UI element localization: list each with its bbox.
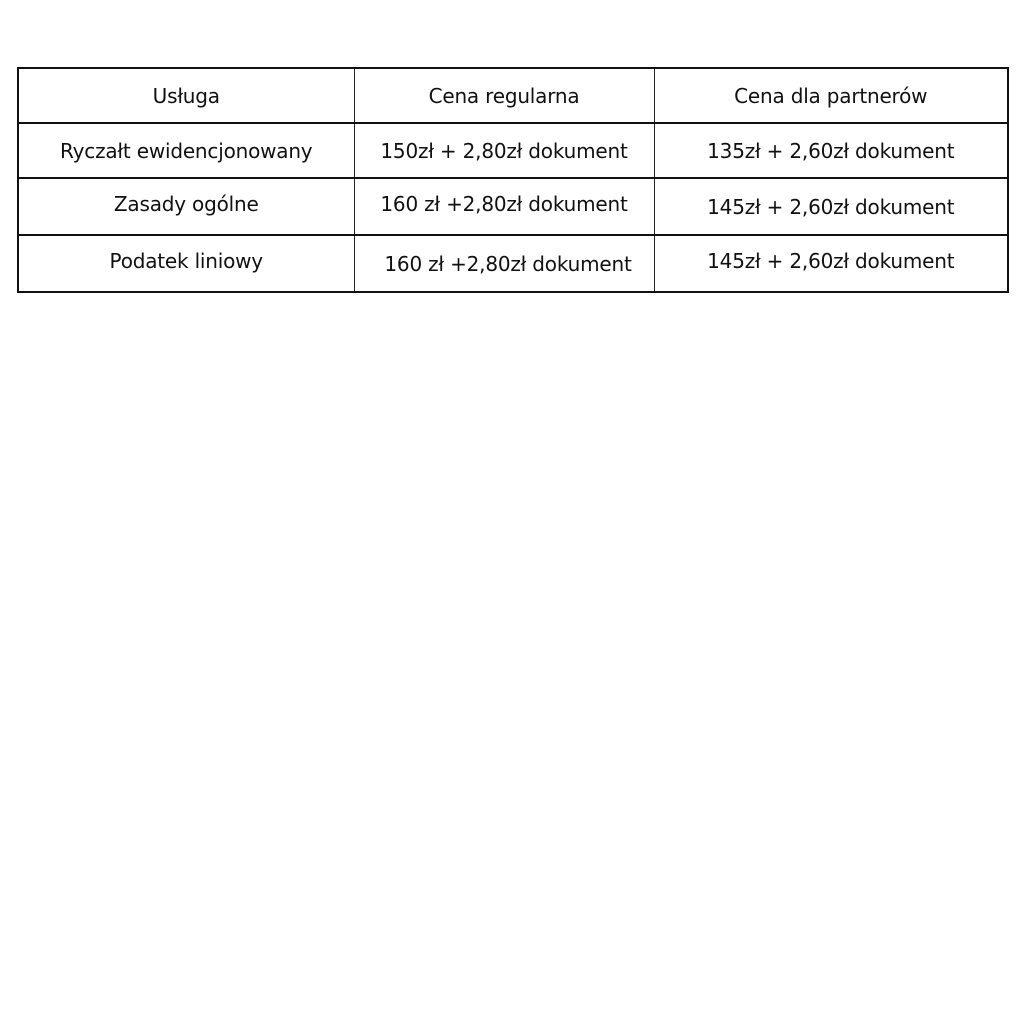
- header-service: Usługa: [18, 68, 354, 123]
- table-body: [18, 123, 1008, 292]
- header-row: [18, 68, 1008, 123]
- partner-price: 145zł + 2,60zł dokument: [707, 194, 955, 219]
- service-cell: [18, 178, 354, 235]
- regular-price: 160 zł +2,80zł dokument: [384, 251, 632, 276]
- partner-price-cell: [654, 235, 1008, 292]
- header-regular-price: Cena regularna: [354, 68, 654, 123]
- table-row: [18, 235, 1008, 292]
- regular-price-cell: [354, 123, 654, 178]
- service-cell: [18, 235, 354, 292]
- regular-price-cell: [354, 235, 654, 292]
- table-row: [18, 178, 1008, 235]
- service-name: Zasady ogólne: [113, 191, 259, 216]
- table-header: [18, 68, 1008, 123]
- pricing-table: [17, 67, 1009, 293]
- table-row: [18, 123, 1008, 178]
- regular-price: 160 zł +2,80zł dokument: [380, 191, 628, 216]
- service-cell: [18, 123, 354, 178]
- service-name: Ryczałt ewidencjonowany: [60, 138, 313, 163]
- partner-price: 145zł + 2,60zł dokument: [707, 248, 955, 273]
- partner-price-cell: [654, 123, 1008, 178]
- service-name: Podatek liniowy: [109, 248, 263, 273]
- header-partner-price: Cena dla partnerów: [654, 68, 1008, 123]
- regular-price: 150zł + 2,80zł dokument: [380, 138, 628, 163]
- partner-price-cell: [654, 178, 1008, 235]
- regular-price-cell: [354, 178, 654, 235]
- partner-price: 135zł + 2,60zł dokument: [707, 138, 955, 163]
